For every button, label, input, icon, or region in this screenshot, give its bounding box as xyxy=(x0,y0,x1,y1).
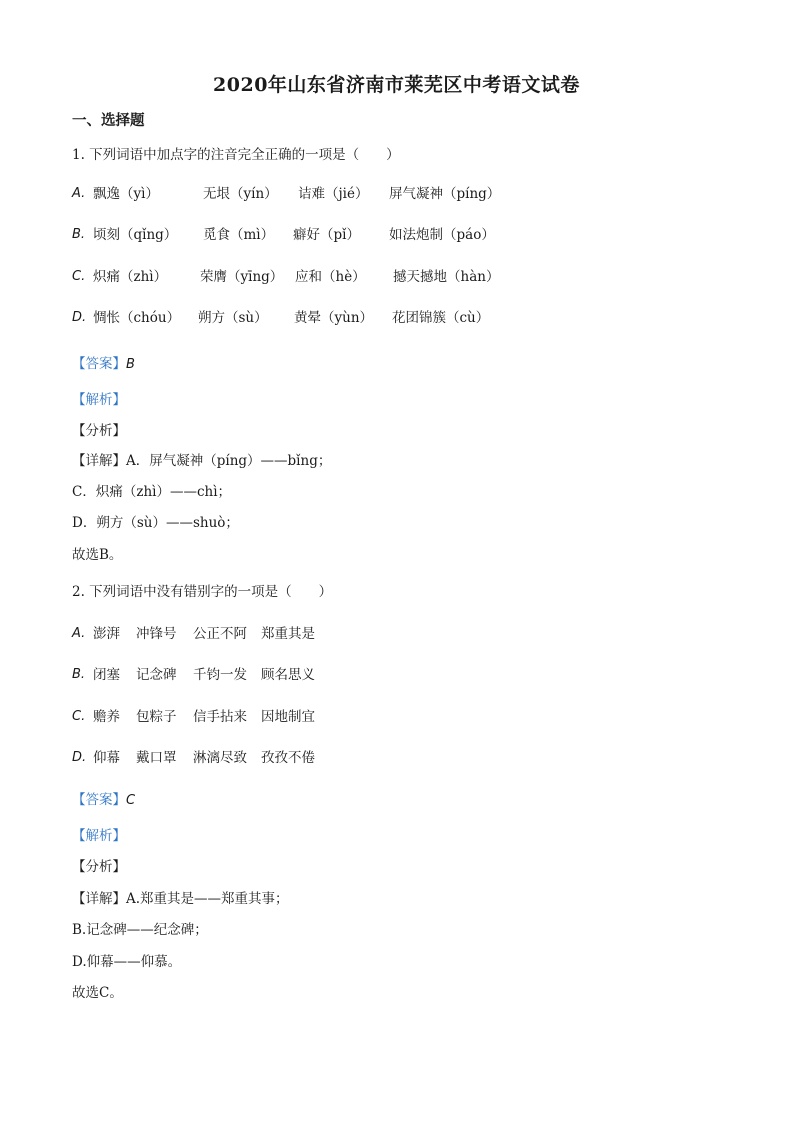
q1-option-c-item-3: 应和（hè） xyxy=(295,269,366,285)
q2-analysis-label: 【解析】 xyxy=(72,828,126,844)
q1-option-b-letter: B. xyxy=(72,227,86,242)
q2-option-d-letter: D. xyxy=(72,750,87,765)
q1-answer xyxy=(72,355,135,374)
q2-option-a-item-1: 澎湃 xyxy=(93,626,120,642)
q1-option-d-letter: D. xyxy=(72,310,87,325)
q2-option-b-item-4: 顾名思义 xyxy=(261,667,315,683)
q2-option-d-item-2: 戴口罩 xyxy=(136,750,177,766)
q1-stem: 1. 下列词语中加点字的注音完全正确的一项是（ ） xyxy=(72,147,400,163)
q1-fenxi-label: 【分析】 xyxy=(72,423,126,439)
q2-detail-line-1: 【详解】A.郑重其是——郑重其事； xyxy=(72,891,289,907)
q1-option-c-item-4: 撼天撼地（hàn） xyxy=(393,269,500,285)
q1-detail-line-2: C．炽痛（zhì）——chì； xyxy=(72,484,232,500)
q1-option-b-item-3: 癖好（pǐ） xyxy=(293,227,360,243)
q1-option-d-item-2: 朔方（sù） xyxy=(198,310,268,326)
q1-analysis-label: 【解析】 xyxy=(72,392,126,408)
q1-option-d-item-4: 花团锦簇（cù） xyxy=(392,310,490,326)
q2-option-b-item-3: 千钧一发 xyxy=(193,667,247,683)
section-title: 一、选择题 xyxy=(72,112,145,129)
q2-option-c-item-3: 信手拈来 xyxy=(193,709,247,725)
q1-answer-label: 【答案】 xyxy=(72,356,126,372)
q1-option-a-item-2: 无垠（yín） xyxy=(203,186,278,202)
q1-option-b-item-1: 顷刻（qǐng） xyxy=(93,227,178,243)
q2-option-b-letter: B. xyxy=(72,667,86,682)
q1-option-d-item-1: 惆怅（chóu） xyxy=(93,310,181,326)
q2-option-a-item-3: 公正不阿 xyxy=(193,626,247,642)
q1-option-a-letter: A. xyxy=(72,186,86,201)
q2-option-d-item-1: 仰幕 xyxy=(93,750,120,766)
q1-option-a-item-1: 飘逸（yì） xyxy=(93,186,159,202)
q2-option-d-item-3: 淋漓尽致 xyxy=(193,750,247,766)
q1-answer-value: B xyxy=(126,357,135,372)
q2-fenxi-label: 【分析】 xyxy=(72,859,126,875)
q2-option-c-item-1: 赡养 xyxy=(93,709,120,725)
page-title: 2020年山东省济南市莱芜区中考语文试卷 xyxy=(213,74,580,96)
q2-option-a-item-2: 冲锋号 xyxy=(136,626,177,642)
q2-option-a-item-4: 郑重其是 xyxy=(261,626,315,642)
q2-stem: 2. 下列词语中没有错别字的一项是（ ） xyxy=(72,584,333,600)
q2-option-a-letter: A. xyxy=(72,626,86,641)
q2-option-c-letter: C. xyxy=(72,709,86,724)
q2-detail-line-3: D.仰幕——仰慕。 xyxy=(72,954,182,970)
q1-option-b-item-2: 觅食（mì） xyxy=(203,227,275,243)
q1-detail-line-3: D．朔方（sù）——shuò； xyxy=(72,515,239,531)
q2-detail-line-2: B.记念碑——纪念碑； xyxy=(72,922,208,938)
q2-conclusion: 故选C。 xyxy=(72,985,123,1001)
q2-answer xyxy=(72,791,135,810)
q1-option-b-item-4: 如法炮制（páo） xyxy=(389,227,495,243)
q1-option-a-item-4: 屏气凝神（píng） xyxy=(389,186,501,202)
q2-answer-label: 【答案】 xyxy=(72,792,126,808)
q1-option-d-item-3: 黄晕（yùn） xyxy=(294,310,374,326)
q2-option-b-item-1: 闭塞 xyxy=(93,667,120,683)
q1-detail-line-1: 【详解】A．屏气凝神（píng）——bǐng； xyxy=(72,453,332,469)
q1-option-c-item-2: 荣膺（yīng） xyxy=(200,269,284,285)
q2-option-c-item-4: 因地制宜 xyxy=(261,709,315,725)
q2-answer-value: C xyxy=(126,793,136,808)
q1-option-c-item-1: 炽痛（zhì） xyxy=(93,269,168,285)
q2-option-d-item-4: 孜孜不倦 xyxy=(261,750,315,766)
q2-option-c-item-2: 包粽子 xyxy=(136,709,177,725)
q1-conclusion: 故选B。 xyxy=(72,547,123,563)
q1-option-c-letter: C. xyxy=(72,269,86,284)
q2-option-b-item-2: 记念碑 xyxy=(136,667,177,683)
q1-option-a-item-3: 诘难（jié） xyxy=(298,186,369,202)
